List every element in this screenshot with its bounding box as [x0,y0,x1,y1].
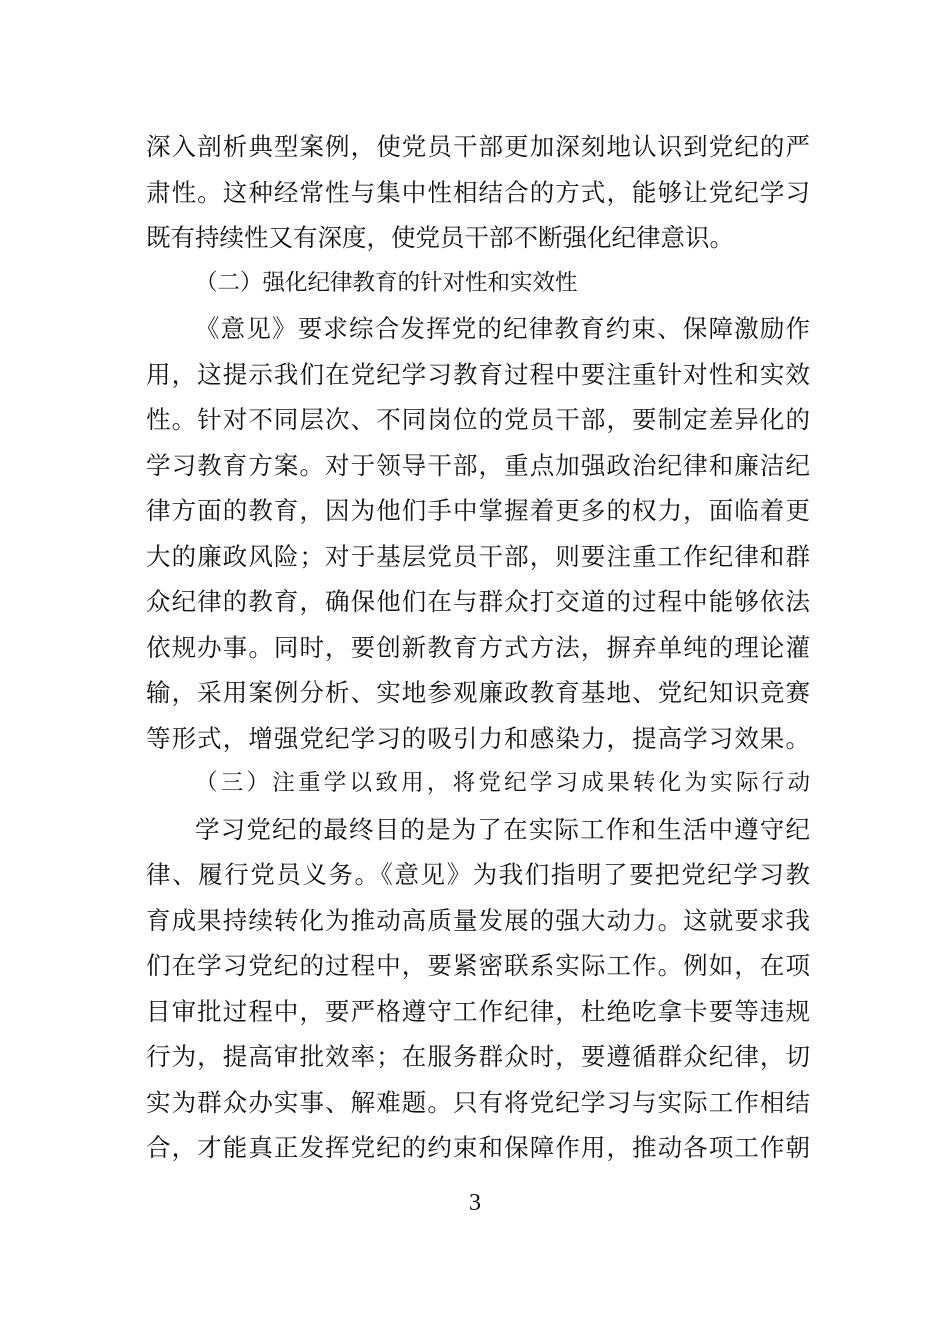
body-line: 律、履行党员义务。《意见》为我们指明了要把党纪学习教 [146,860,810,889]
paragraph-first-line: 《意见》要求综合发挥党的纪律教育约束、保障激励作 [195,314,810,343]
body-line: 性。针对不同层次、不同岗位的党员干部，要制定差异化的 [146,405,810,434]
body-line: 们在学习党纪的过程中，要紧密联系实际工作。例如，在项 [146,951,810,980]
section-heading-2: （二）强化纪律教育的针对性和实效性 [195,269,578,296]
body-line: 实为群众办实事、解难题。只有将党纪学习与实际工作相结 [146,1087,810,1117]
body-line: 肃性。这种经常性与集中性相结合的方式，能够让党纪学习 [146,177,810,207]
body-line: 目审批过程中，要严格遵守工作纪律，杜绝吃拿卡要等违规 [146,996,810,1026]
body-line: 等形式，增强党纪学习的吸引力和感染力，提高学习效果。 [146,723,810,753]
paragraph-first-line: 学习党纪的最终目的是为了在实际工作和生活中遵守纪 [195,814,810,844]
body-line: 合，才能真正发挥党纪的约束和保障作用，推动各项工作朝 [146,1133,810,1162]
body-line: 众纪律的教育，确保他们在与群众打交道的过程中能够依法 [146,587,810,616]
body-line: 大的廉政风险；对于基层党员干部，则要注重工作纪律和群 [146,541,810,571]
body-line: 依规办事。同时，要创新教育方式方法，摒弃单纯的理论灌 [146,632,810,662]
body-line: 行为，提高审批效率；在服务群众时，要遵循群众纪律，切 [146,1042,810,1071]
body-line: 律方面的教育，因为他们手中掌握着更多的权力，面临着更 [146,496,810,525]
body-line: 深入剖析典型案例，使党员干部更加深刻地认识到党纪的严 [146,132,810,161]
section-heading-3: （三）注重学以致用，将党纪学习成果转化为实际行动 [195,770,810,796]
body-line: 用，这提示我们在党纪学习教育过程中要注重针对性和实效 [146,359,810,389]
body-line: 育成果持续转化为推动高质量发展的强大动力。这就要求我 [146,905,810,935]
page-number: 3 [469,1190,481,1216]
body-line: 学习教育方案。对于领导干部，重点加强政治纪律和廉洁纪 [146,450,810,480]
body-line: 输，采用案例分析、实地参观廉政教育基地、党纪知识竞赛 [146,678,810,707]
document-body [146,124,810,1171]
body-line: 既有持续性又有深度，使党员干部不断强化纪律意识。 [146,223,734,252]
